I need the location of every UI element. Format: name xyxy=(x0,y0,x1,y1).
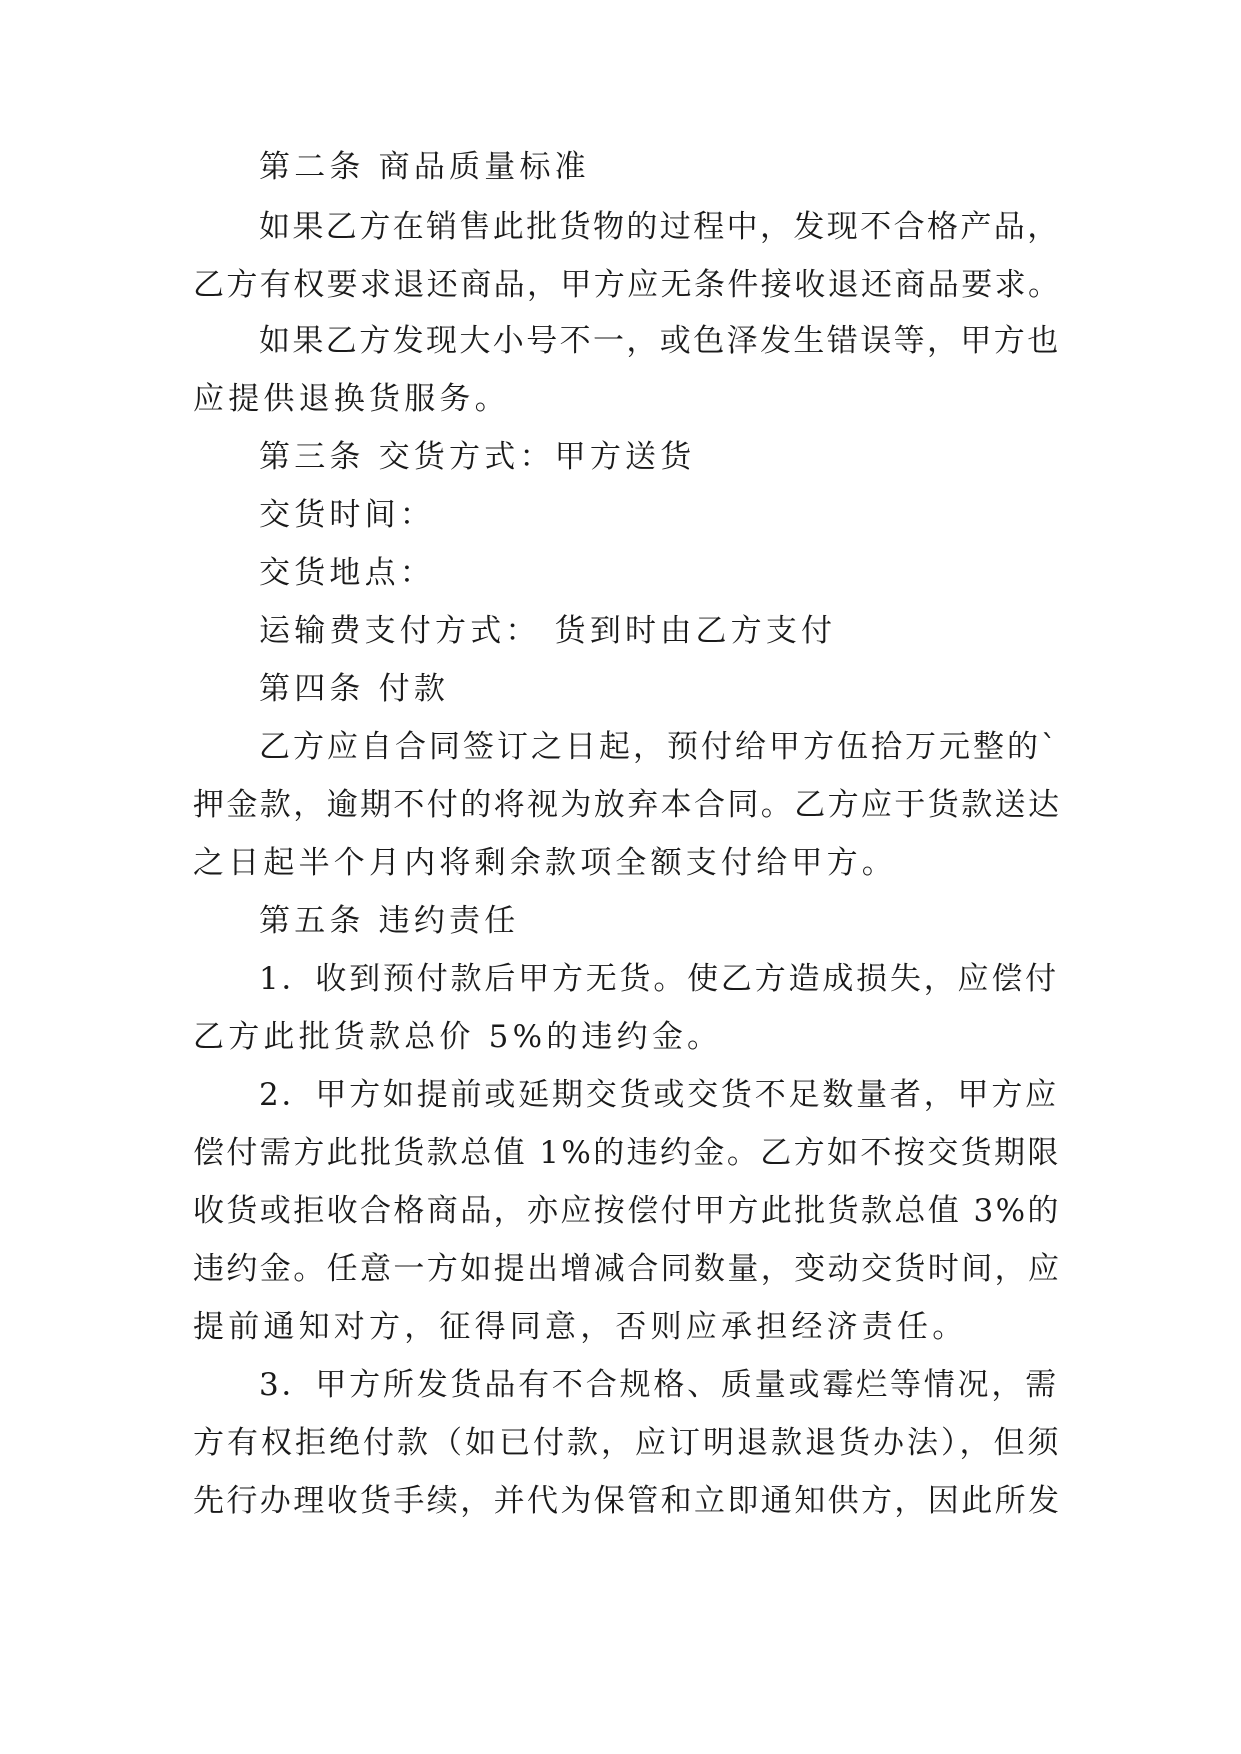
delivery-place-line: 交货地点： xyxy=(259,555,435,591)
article-5-heading: 第五条 违约责任 xyxy=(259,903,520,939)
delivery-time-line: 交货时间： xyxy=(259,497,435,533)
clause-1-line: 1．收到预付款后甲方无货。使乙方造成损失，应偿付 xyxy=(259,961,1059,997)
article-2-heading: 第二条 商品质量标准 xyxy=(259,149,590,185)
clause-1-line: 乙方此批货款总价 5%的违约金。 xyxy=(193,1019,723,1055)
article-4-heading: 第四条 付款 xyxy=(259,671,450,707)
clause-3-line: 先行办理收货手续，并代为保管和立即通知供方，因此所发 xyxy=(193,1483,1062,1519)
clause-3-line: 3．甲方所发货品有不合规格、质量或霉烂等情况，需 xyxy=(259,1367,1059,1403)
paragraph-line: 押金款，逾期不付的将视为放弃本合同。乙方应于货款送达 xyxy=(193,787,1062,823)
paragraph-line: 如果乙方发现大小号不一，或色泽发生错误等，甲方也 xyxy=(259,323,1061,359)
clause-2-line: 2．甲方如提前或延期交货或交货不足数量者，甲方应 xyxy=(259,1077,1059,1113)
clause-2-line: 收货或拒收合格商品，亦应按偿付甲方此批货款总值 3%的 xyxy=(193,1193,1061,1229)
clause-3-line: 方有权拒绝付款（如已付款，应订明退款退货办法），但须 xyxy=(193,1425,1062,1461)
clause-2-line: 偿付需方此批货款总值 1%的违约金。乙方如不按交货期限 xyxy=(193,1135,1061,1171)
paragraph-line: 之日起半个月内将剩余款项全额支付给甲方。 xyxy=(193,845,897,881)
paragraph-line: 乙方应自合同签订之日起，预付给甲方伍拾万元整的` xyxy=(259,729,1060,765)
paragraph-line: 乙方有权要求退还商品，甲方应无条件接收退还商品要求。 xyxy=(193,267,1062,303)
article-3-heading: 第三条 交货方式：甲方送货 xyxy=(259,439,696,475)
paragraph-line: 如果乙方在销售此批货物的过程中，发现不合格产品， xyxy=(259,209,1061,245)
freight-payment-line: 运输费支付方式： 货到时由乙方支付 xyxy=(259,613,837,649)
paragraph-line: 应提供退换货服务。 xyxy=(193,381,510,417)
clause-2-line: 提前通知对方，征得同意，否则应承担经济责任。 xyxy=(193,1309,968,1345)
clause-2-line: 违约金。任意一方如提出增减合同数量，变动交货时间，应 xyxy=(193,1251,1062,1287)
